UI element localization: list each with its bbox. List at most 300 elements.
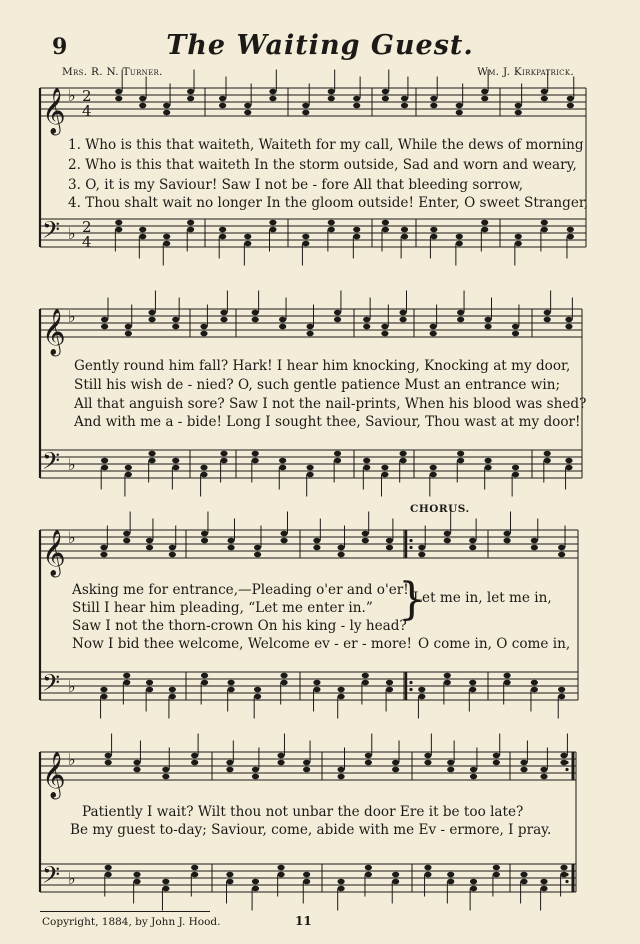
note-head bbox=[493, 865, 500, 871]
lyric-line: All that anguish sore? Saw I not the nail-prints, When his blood was shed? bbox=[74, 396, 587, 412]
lyric-line: Saw I not the thorn-crown On his king - ly head? bbox=[72, 618, 407, 634]
note-head bbox=[567, 234, 574, 240]
note-head bbox=[512, 331, 519, 337]
key-signature-flat: ♭ bbox=[68, 677, 76, 697]
note-head bbox=[220, 310, 227, 316]
note-head bbox=[541, 96, 548, 102]
note-head bbox=[565, 317, 572, 323]
note-head bbox=[306, 472, 313, 478]
note-head bbox=[515, 103, 522, 109]
note-head bbox=[540, 879, 547, 885]
note-head bbox=[172, 465, 179, 471]
note-head bbox=[254, 694, 261, 700]
note-head bbox=[302, 110, 309, 116]
note-head bbox=[353, 227, 360, 233]
note-head bbox=[544, 458, 551, 464]
note-head bbox=[338, 545, 345, 551]
note-head bbox=[363, 317, 370, 323]
note-head bbox=[201, 538, 208, 544]
note-head bbox=[163, 241, 170, 247]
note-head bbox=[277, 872, 284, 878]
note-head bbox=[457, 458, 464, 464]
note-head bbox=[386, 538, 393, 544]
key-signature-flat: ♭ bbox=[68, 455, 76, 475]
note-head bbox=[512, 465, 519, 471]
key-signature-flat: ♭ bbox=[68, 224, 76, 244]
note-head bbox=[520, 872, 527, 878]
note-head bbox=[148, 310, 155, 316]
lyric-line: And with me a - bide! Long I sought thee, Saviour, Thou wast at my door! bbox=[74, 414, 581, 430]
note-head bbox=[484, 465, 491, 471]
note-head bbox=[123, 538, 130, 544]
repeat-dot bbox=[565, 768, 568, 771]
note-head bbox=[279, 324, 286, 330]
note-head bbox=[484, 317, 491, 323]
note-head bbox=[353, 96, 360, 102]
note-head bbox=[362, 673, 369, 679]
note-head bbox=[219, 103, 226, 109]
note-head bbox=[337, 767, 344, 773]
note-head bbox=[430, 465, 437, 471]
note-head bbox=[558, 552, 565, 558]
note-head bbox=[227, 687, 234, 693]
note-head bbox=[456, 110, 463, 116]
note-head bbox=[365, 865, 372, 871]
note-head bbox=[279, 317, 286, 323]
note-head bbox=[430, 331, 437, 337]
note-head bbox=[148, 451, 155, 457]
note-head bbox=[252, 451, 259, 457]
note-head bbox=[313, 680, 320, 686]
note-head bbox=[269, 96, 276, 102]
note-head bbox=[334, 451, 341, 457]
note-head bbox=[244, 110, 251, 116]
note-head bbox=[565, 465, 572, 471]
note-head bbox=[512, 472, 519, 478]
note-head bbox=[277, 760, 284, 766]
note-head bbox=[303, 767, 310, 773]
note-head bbox=[226, 760, 233, 766]
note-head bbox=[541, 89, 548, 95]
note-head bbox=[100, 694, 107, 700]
note-head bbox=[503, 673, 510, 679]
note-head bbox=[172, 324, 179, 330]
lyric-line: 2. Who is this that waiteth In the storm outside, Sad and worn and weary, bbox=[68, 157, 577, 173]
note-head bbox=[493, 753, 500, 759]
note-head bbox=[567, 227, 574, 233]
note-head bbox=[303, 879, 310, 885]
note-head bbox=[280, 673, 287, 679]
note-head bbox=[401, 234, 408, 240]
note-head bbox=[200, 331, 207, 337]
note-head bbox=[338, 552, 345, 558]
time-signature-top: 2 bbox=[82, 218, 92, 236]
note-head bbox=[146, 680, 153, 686]
bass-clef: 𝄢 bbox=[42, 861, 61, 894]
note-head bbox=[219, 234, 226, 240]
note-head bbox=[169, 687, 176, 693]
note-head bbox=[105, 872, 112, 878]
note-head bbox=[531, 680, 538, 686]
note-head bbox=[444, 673, 451, 679]
note-head bbox=[133, 767, 140, 773]
note-head bbox=[280, 531, 287, 537]
note-head bbox=[125, 472, 132, 478]
note-head bbox=[169, 545, 176, 551]
note-head bbox=[172, 458, 179, 464]
note-head bbox=[302, 241, 309, 247]
note-head bbox=[115, 96, 122, 102]
note-head bbox=[201, 673, 208, 679]
note-head bbox=[392, 879, 399, 885]
repeat-dot bbox=[565, 873, 568, 876]
note-head bbox=[363, 324, 370, 330]
note-head bbox=[100, 552, 107, 558]
note-head bbox=[306, 331, 313, 337]
note-head bbox=[252, 458, 259, 464]
note-head bbox=[334, 310, 341, 316]
lyric-line: Patiently I wait? Wilt thou not unbar the door Ere it be too late? bbox=[82, 804, 524, 820]
note-head bbox=[401, 103, 408, 109]
note-head bbox=[424, 872, 431, 878]
note-head bbox=[558, 545, 565, 551]
repeat-dot bbox=[565, 761, 568, 764]
note-head bbox=[252, 310, 259, 316]
lyric-line: 3. O, it is my Saviour! Saw I not be - fore All that bleeding sorrow, bbox=[68, 177, 524, 193]
note-head bbox=[115, 220, 122, 226]
note-head bbox=[227, 538, 234, 544]
note-head bbox=[481, 96, 488, 102]
note-head bbox=[418, 687, 425, 693]
note-head bbox=[447, 872, 454, 878]
note-head bbox=[244, 241, 251, 247]
note-head bbox=[540, 767, 547, 773]
note-head bbox=[401, 227, 408, 233]
chorus-label: CHORUS. bbox=[410, 503, 470, 515]
note-head bbox=[337, 774, 344, 780]
note-head bbox=[444, 538, 451, 544]
note-head bbox=[430, 472, 437, 478]
note-head bbox=[201, 531, 208, 537]
note-head bbox=[100, 545, 107, 551]
note-head bbox=[430, 324, 437, 330]
note-head bbox=[381, 472, 388, 478]
note-head bbox=[302, 234, 309, 240]
repeat-dot bbox=[409, 539, 412, 542]
note-head bbox=[100, 687, 107, 693]
note-head bbox=[133, 760, 140, 766]
note-head bbox=[125, 465, 132, 471]
note-head bbox=[125, 324, 132, 330]
repeat-dot bbox=[409, 688, 412, 691]
note-head bbox=[399, 310, 406, 316]
repeat-dot bbox=[565, 880, 568, 883]
note-head bbox=[279, 458, 286, 464]
verse-brace: } bbox=[398, 574, 426, 625]
note-head bbox=[531, 538, 538, 544]
note-head bbox=[226, 872, 233, 878]
note-head bbox=[481, 89, 488, 95]
note-head bbox=[363, 458, 370, 464]
note-head bbox=[139, 227, 146, 233]
note-head bbox=[279, 465, 286, 471]
note-head bbox=[512, 324, 519, 330]
note-head bbox=[456, 234, 463, 240]
note-head bbox=[115, 227, 122, 233]
note-head bbox=[220, 317, 227, 323]
note-head bbox=[334, 317, 341, 323]
note-head bbox=[172, 317, 179, 323]
lyric-line: Still his wish de - nied? O, such gentle patience Must an entrance win; bbox=[74, 377, 561, 393]
note-head bbox=[115, 89, 122, 95]
note-head bbox=[430, 103, 437, 109]
note-head bbox=[399, 458, 406, 464]
lyricist-credit: Mrs. R. N. Turner. bbox=[62, 66, 163, 78]
treble-clef: 𝄞 bbox=[42, 309, 66, 355]
note-head bbox=[381, 324, 388, 330]
note-head bbox=[303, 872, 310, 878]
treble-clef: 𝄞 bbox=[42, 530, 66, 576]
note-head bbox=[148, 458, 155, 464]
note-head bbox=[219, 227, 226, 233]
note-head bbox=[334, 458, 341, 464]
hymn-title: The Waiting Guest. bbox=[166, 30, 474, 61]
note-head bbox=[123, 673, 130, 679]
note-head bbox=[187, 96, 194, 102]
note-head bbox=[386, 680, 393, 686]
note-head bbox=[456, 103, 463, 109]
note-head bbox=[365, 753, 372, 759]
note-head bbox=[191, 753, 198, 759]
time-signature-bottom: 4 bbox=[82, 102, 92, 120]
note-head bbox=[313, 545, 320, 551]
note-head bbox=[328, 96, 335, 102]
note-head bbox=[244, 234, 251, 240]
note-head bbox=[558, 687, 565, 693]
note-head bbox=[362, 538, 369, 544]
footer-rule bbox=[40, 911, 210, 912]
note-head bbox=[470, 767, 477, 773]
note-head bbox=[101, 465, 108, 471]
note-head bbox=[401, 96, 408, 102]
note-head bbox=[219, 96, 226, 102]
note-head bbox=[520, 767, 527, 773]
note-head bbox=[148, 317, 155, 323]
note-head bbox=[365, 872, 372, 878]
note-head bbox=[567, 103, 574, 109]
note-head bbox=[353, 103, 360, 109]
note-head bbox=[362, 680, 369, 686]
note-head bbox=[444, 680, 451, 686]
time-signature-top: 2 bbox=[82, 87, 92, 105]
composer-credit: Wm. J. Kirkpatrick. bbox=[477, 66, 574, 78]
note-head bbox=[481, 220, 488, 226]
note-head bbox=[269, 89, 276, 95]
note-head bbox=[386, 545, 393, 551]
note-head bbox=[399, 451, 406, 457]
note-head bbox=[337, 879, 344, 885]
note-head bbox=[269, 227, 276, 233]
note-head bbox=[493, 872, 500, 878]
note-head bbox=[520, 879, 527, 885]
note-head bbox=[200, 472, 207, 478]
note-head bbox=[277, 865, 284, 871]
note-head bbox=[560, 865, 567, 871]
note-head bbox=[252, 317, 259, 323]
note-head bbox=[146, 538, 153, 544]
note-head bbox=[252, 886, 259, 892]
note-head bbox=[540, 774, 547, 780]
note-head bbox=[447, 767, 454, 773]
note-head bbox=[252, 767, 259, 773]
time-signature-bottom: 4 bbox=[82, 233, 92, 251]
note-head bbox=[162, 886, 169, 892]
note-head bbox=[392, 760, 399, 766]
note-head bbox=[328, 89, 335, 95]
note-head bbox=[338, 687, 345, 693]
note-head bbox=[381, 331, 388, 337]
note-head bbox=[382, 89, 389, 95]
note-head bbox=[133, 872, 140, 878]
note-head bbox=[280, 538, 287, 544]
note-head bbox=[392, 872, 399, 878]
note-head bbox=[444, 531, 451, 537]
note-head bbox=[146, 545, 153, 551]
note-head bbox=[162, 774, 169, 780]
note-head bbox=[328, 227, 335, 233]
note-head bbox=[470, 774, 477, 780]
note-head bbox=[254, 552, 261, 558]
note-head bbox=[457, 310, 464, 316]
note-head bbox=[123, 531, 130, 537]
lyric-line: Asking me for entrance,—Pleading o'er and o'er! bbox=[72, 582, 409, 598]
note-head bbox=[162, 767, 169, 773]
note-head bbox=[220, 451, 227, 457]
note-head bbox=[252, 879, 259, 885]
note-head bbox=[163, 110, 170, 116]
note-head bbox=[418, 552, 425, 558]
note-head bbox=[200, 465, 207, 471]
note-head bbox=[254, 545, 261, 551]
note-head bbox=[277, 753, 284, 759]
repeat-dot bbox=[409, 546, 412, 549]
note-head bbox=[424, 753, 431, 759]
note-head bbox=[541, 220, 548, 226]
key-signature-flat: ♭ bbox=[68, 528, 76, 548]
note-head bbox=[386, 687, 393, 693]
copyright-notice: Copyright, 1884, by John J. Hood. bbox=[42, 916, 221, 928]
note-head bbox=[520, 760, 527, 766]
note-head bbox=[163, 103, 170, 109]
note-head bbox=[503, 680, 510, 686]
note-head bbox=[469, 538, 476, 544]
note-head bbox=[493, 760, 500, 766]
note-head bbox=[191, 872, 198, 878]
note-head bbox=[567, 96, 574, 102]
note-head bbox=[447, 879, 454, 885]
note-head bbox=[365, 760, 372, 766]
note-head bbox=[447, 760, 454, 766]
note-head bbox=[399, 317, 406, 323]
note-head bbox=[565, 458, 572, 464]
note-head bbox=[392, 767, 399, 773]
note-head bbox=[280, 680, 287, 686]
note-head bbox=[252, 774, 259, 780]
note-head bbox=[469, 687, 476, 693]
note-head bbox=[503, 531, 510, 537]
note-head bbox=[560, 753, 567, 759]
note-head bbox=[430, 227, 437, 233]
key-signature-flat: ♭ bbox=[68, 307, 76, 327]
note-head bbox=[430, 234, 437, 240]
note-head bbox=[306, 324, 313, 330]
note-head bbox=[163, 234, 170, 240]
note-head bbox=[139, 103, 146, 109]
note-head bbox=[484, 458, 491, 464]
note-head bbox=[382, 220, 389, 226]
note-head bbox=[125, 331, 132, 337]
note-head bbox=[430, 96, 437, 102]
note-head bbox=[254, 687, 261, 693]
note-head bbox=[226, 767, 233, 773]
lyric-line: Be my guest to-day; Saviour, come, abide with me Ev - ermore, I pray. bbox=[70, 822, 552, 838]
note-head bbox=[381, 465, 388, 471]
note-head bbox=[338, 694, 345, 700]
note-head bbox=[101, 458, 108, 464]
note-head bbox=[531, 687, 538, 693]
page-number: 11 bbox=[295, 914, 312, 928]
repeat-dot bbox=[409, 681, 412, 684]
lyric-line: 4. Thou shalt wait no longer In the gloom outside! Enter, O sweet Stranger, bbox=[68, 195, 589, 211]
key-signature-flat: ♭ bbox=[68, 869, 76, 889]
note-head bbox=[105, 760, 112, 766]
note-head bbox=[191, 865, 198, 871]
note-head bbox=[220, 458, 227, 464]
note-head bbox=[146, 687, 153, 693]
note-head bbox=[139, 96, 146, 102]
lyric-line: 1. Who is this that waiteth, Waiteth for my call, While the dews of morning bbox=[68, 137, 584, 153]
note-head bbox=[200, 324, 207, 330]
note-head bbox=[353, 234, 360, 240]
note-head bbox=[456, 241, 463, 247]
note-head bbox=[313, 687, 320, 693]
note-head bbox=[558, 694, 565, 700]
note-head bbox=[201, 680, 208, 686]
note-head bbox=[382, 227, 389, 233]
note-head bbox=[101, 317, 108, 323]
note-head bbox=[169, 694, 176, 700]
note-head bbox=[515, 241, 522, 247]
note-head bbox=[191, 760, 198, 766]
note-head bbox=[544, 310, 551, 316]
key-signature-flat: ♭ bbox=[68, 86, 76, 106]
note-head bbox=[302, 103, 309, 109]
note-head bbox=[226, 879, 233, 885]
treble-clef: 𝄞 bbox=[42, 752, 66, 798]
note-head bbox=[418, 694, 425, 700]
lyric-line: Still I hear him pleading, “Let me enter in.” bbox=[72, 600, 373, 616]
note-head bbox=[565, 324, 572, 330]
note-head bbox=[531, 545, 538, 551]
note-head bbox=[133, 879, 140, 885]
note-head bbox=[227, 545, 234, 551]
note-head bbox=[469, 545, 476, 551]
chorus-lyric-line: O come in, O come in, bbox=[418, 636, 571, 652]
note-head bbox=[269, 220, 276, 226]
note-head bbox=[541, 227, 548, 233]
note-head bbox=[362, 531, 369, 537]
note-head bbox=[328, 220, 335, 226]
